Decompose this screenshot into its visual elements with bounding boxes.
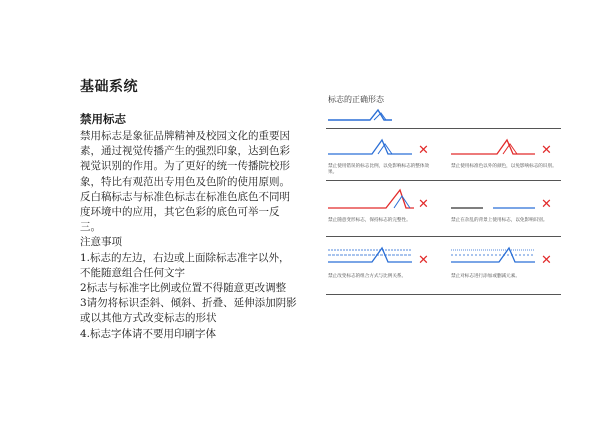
wrong-x-icon: ✕ — [541, 253, 552, 268]
grid-divider — [326, 236, 561, 237]
rule-item: 3请勿将标识歪斜、倾斜、折叠、延伸添加阴影或以其他方式改变标志的形状 — [80, 297, 297, 325]
misuse-example — [449, 186, 561, 236]
panel-caption: 标志的正确形态 — [328, 95, 384, 104]
wrong-x-icon: ✕ — [418, 197, 429, 212]
wrong-x-icon: ✕ — [418, 253, 429, 268]
notes-heading: 注意事项 — [80, 236, 122, 249]
example-description: 禁止使用错误的标志比例，以免影响标志的整体效果。 — [328, 164, 430, 175]
patterned-background-logo-icon — [449, 242, 539, 272]
correct-logo-illustration — [326, 106, 396, 124]
rule-item: 2标志与标准字比例或位置不得随意更改调整 — [80, 282, 287, 295]
example-description: 禁止在杂乱的背景上使用标志，以免影响识别。 — [451, 218, 548, 223]
wrong-x-icon: ✕ — [541, 143, 552, 158]
stretched-logo-icon — [326, 186, 416, 216]
misuse-example — [326, 186, 438, 236]
split-logo-icon — [449, 186, 539, 216]
patterned-background-logo-icon — [326, 242, 416, 272]
section-paragraph: 禁用标志是象征品牌精神及校园文化的重要因素，通过视觉传播产生的强烈印象，达到色彩视觉识别的作用。为了更好的统一传播院校形象，特比有观范出专用色及色阶的使用原则。反白稿标志与标准色标志在标准色底色不同明度环境中的应用，其它色彩的底色可举一反三。 — [80, 130, 290, 234]
wrong-x-icon: ✕ — [418, 143, 429, 158]
distorted-logo-icon — [326, 132, 416, 162]
misuse-example — [326, 242, 438, 292]
section-title: 禁用标志 — [80, 112, 126, 126]
rules-list — [80, 251, 298, 342]
misuse-example — [449, 242, 561, 292]
example-description: 禁止改变标志的组合方式与比例关系。 — [328, 274, 407, 279]
grid-divider — [326, 128, 561, 129]
rule-item: 1.标志的左边，右边或上面除标志准字以外，不能随意组合任何文字 — [80, 251, 290, 279]
grid-divider — [326, 294, 561, 295]
section-body — [80, 129, 298, 342]
wrong-color-logo-icon — [449, 132, 539, 162]
page-title: 基础系统 — [80, 79, 138, 95]
example-description: 禁止随意变形标志，保持标志的完整性。 — [328, 218, 411, 223]
misuse-examples-panel — [326, 94, 561, 298]
misuse-example — [326, 132, 438, 182]
rule-item: 4.标志字体请不要用印刷字体 — [80, 327, 217, 340]
wrong-x-icon: ✕ — [541, 197, 552, 212]
example-description: 禁止对标志进行添加或删减元素。 — [451, 274, 520, 279]
example-description: 禁止使用标准色以外的颜色，以免影响标志的识别。 — [451, 164, 557, 169]
misuse-example — [449, 132, 561, 182]
